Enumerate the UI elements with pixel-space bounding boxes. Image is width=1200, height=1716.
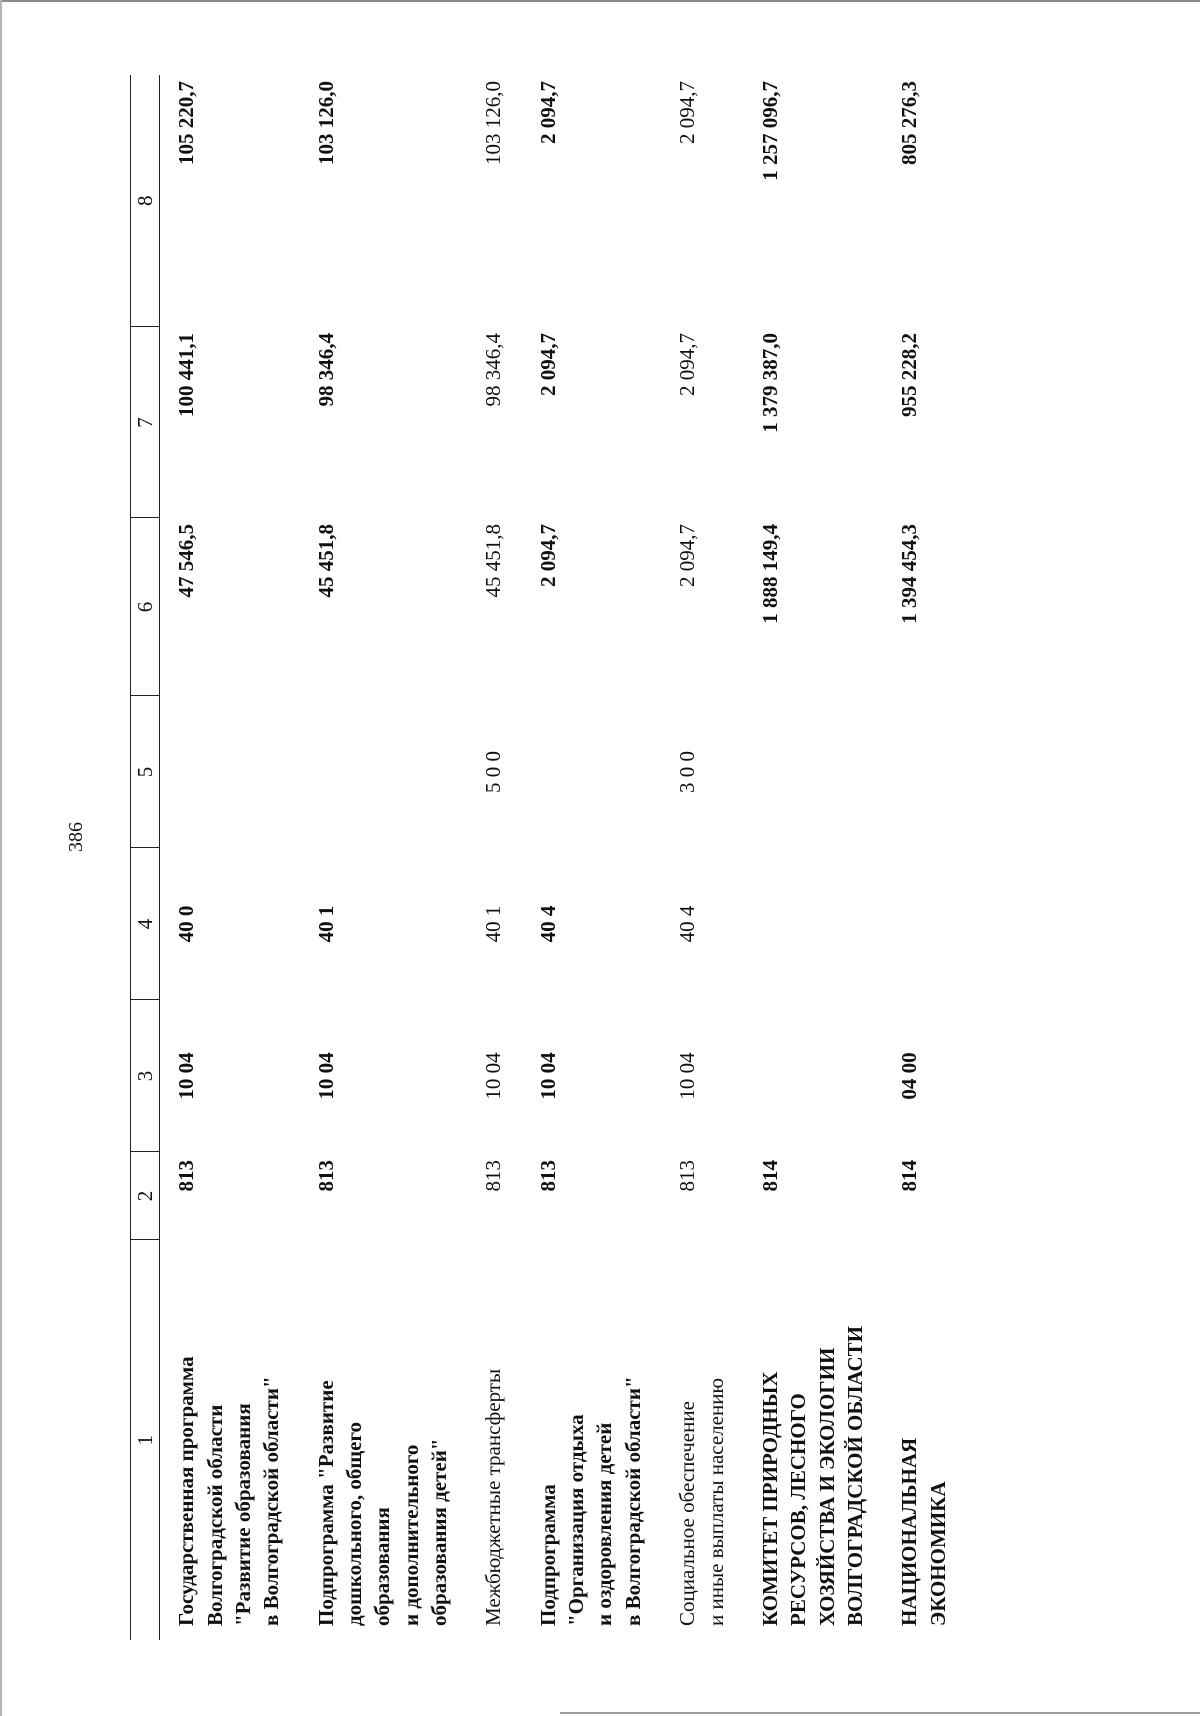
column-header: 5 — [131, 696, 160, 848]
row-amount-cell: 98 346,4 — [313, 333, 338, 407]
row-code-cell: 813 — [313, 1160, 338, 1192]
scan-edge-top — [0, 0, 1200, 2]
column-header: 8 — [131, 75, 160, 327]
row-code-cell: 813 — [481, 1160, 506, 1192]
row-expense-type-cell: 5 0 0 — [481, 751, 506, 793]
row-amount-cell: 1 888 149,4 — [757, 524, 782, 624]
column-header: 7 — [131, 327, 160, 518]
row-name-line: и иные выплаты населению — [703, 1377, 728, 1626]
row-amount-cell: 2 094,7 — [675, 333, 700, 396]
row-amount-cell: 805 276,3 — [897, 81, 922, 165]
row-program-cell: 40 1 — [481, 905, 506, 943]
column-header: 6 — [131, 518, 160, 696]
row-name-line: ЭКОНОМИКА — [925, 1481, 950, 1626]
rotated-table-container — [130, 75, 1090, 1640]
row-amount-cell: 1 257 096,7 — [757, 81, 782, 181]
row-section-cell: 10 04 — [535, 1052, 560, 1100]
row-name-cell — [883, 1240, 966, 1640]
row-name-cell — [160, 1240, 300, 1640]
row-name-cell — [522, 1240, 661, 1640]
row-program-cell: 40 1 — [313, 905, 338, 943]
scan-edge-left — [0, 0, 2, 1716]
table-row — [160, 75, 300, 1640]
row-code-cell: 813 — [675, 1160, 700, 1192]
row-program-cell: 40 4 — [675, 905, 700, 943]
row-name-line: "Организация отдыха — [564, 1414, 589, 1626]
row-code-cell: 814 — [757, 1160, 782, 1192]
row-expense-type-cell — [160, 696, 300, 848]
row-name-line: "Развитие образования — [231, 1403, 256, 1626]
row-expense-type-cell — [522, 696, 661, 848]
column-header: 2 — [131, 1152, 160, 1240]
row-name-cell — [744, 1240, 883, 1640]
table-row — [467, 75, 521, 1640]
row-program-cell: 40 0 — [174, 905, 199, 943]
row-name-cell — [300, 1240, 468, 1640]
row-amount-cell: 105 220,7 — [174, 81, 199, 165]
row-name-line: Межбюджетные трансферты — [481, 1368, 506, 1626]
page-number: 386 — [65, 822, 87, 852]
row-name-line: ВОЛГОГРАДСКОЙ ОБЛАСТИ — [842, 1326, 867, 1626]
scan-edge-bottom — [560, 1712, 1200, 1714]
row-amount-cell: 955 228,2 — [897, 333, 922, 417]
row-amount-cell: 47 546,5 — [174, 524, 199, 598]
row-name-line: Социальное обеспечение — [675, 1401, 700, 1626]
row-name-line: НАЦИОНАЛЬНАЯ — [897, 1437, 922, 1626]
row-amount-cell: 45 451,8 — [313, 524, 338, 598]
row-amount-cell: 103 126,0 — [313, 81, 338, 165]
row-name-line: КОМИТЕТ ПРИРОДНЫХ — [757, 1371, 782, 1626]
row-code-cell: 813 — [174, 1160, 199, 1192]
row-amount-cell: 2 094,7 — [535, 333, 560, 396]
row-expense-type-cell — [300, 696, 468, 848]
row-section-cell: 04 00 — [897, 1052, 922, 1100]
row-name-line: Подпрограмма "Развитие — [313, 1380, 338, 1626]
row-name-line: и оздоровления детей — [592, 1422, 617, 1626]
row-amount-cell: 103 126,0 — [481, 81, 506, 165]
budget-table — [130, 75, 966, 1640]
row-name-line: РЕСУРСОВ, ЛЕСНОГО — [786, 1393, 811, 1626]
row-program-cell: 40 4 — [535, 905, 560, 943]
row-amount-cell: 2 094,7 — [535, 81, 560, 144]
row-name-cell — [661, 1240, 744, 1640]
table-row — [522, 75, 661, 1640]
row-amount-cell: 2 094,7 — [675, 81, 700, 144]
table-header-row — [131, 75, 160, 1640]
column-header: 3 — [131, 1000, 160, 1152]
table-row — [744, 75, 883, 1640]
row-name-line: Государственная программа — [174, 1356, 199, 1626]
row-amount-cell: 100 441,1 — [174, 333, 199, 417]
row-program-cell — [744, 848, 883, 1000]
row-name-line: дошкольного, общего — [342, 1422, 367, 1626]
row-name-line: в Волгоградской области" — [620, 1376, 645, 1626]
row-name-line: образования детей" — [427, 1438, 452, 1626]
row-section-cell: 10 04 — [481, 1052, 506, 1100]
row-name-line: ХОЗЯЙСТВА И ЭКОЛОГИИ — [814, 1347, 839, 1626]
table-row — [300, 75, 468, 1640]
row-amount-cell: 2 094,7 — [535, 524, 560, 587]
row-amount-cell: 1 379 387,0 — [757, 333, 782, 433]
column-header: 4 — [131, 848, 160, 1000]
row-program-cell — [883, 848, 966, 1000]
table-body — [160, 75, 966, 1640]
row-amount-cell: 1 394 454,3 — [897, 524, 922, 624]
row-code-cell: 813 — [535, 1160, 560, 1192]
column-header: 1 — [131, 1240, 160, 1640]
row-name-line: образования — [370, 1507, 395, 1626]
row-expense-type-cell — [744, 696, 883, 848]
row-expense-type-cell: 3 0 0 — [675, 751, 700, 793]
row-expense-type-cell — [883, 696, 966, 848]
row-name-line: Волгоградской области — [202, 1404, 227, 1626]
row-section-cell — [744, 1000, 883, 1152]
row-section-cell: 10 04 — [675, 1052, 700, 1100]
row-name-line: и дополнительного — [398, 1444, 423, 1626]
row-name-cell — [467, 1240, 521, 1640]
row-amount-cell: 98 346,4 — [481, 333, 506, 407]
row-code-cell: 814 — [897, 1160, 922, 1192]
row-name-line: Подпрограмма — [535, 1484, 560, 1626]
row-amount-cell: 45 451,8 — [481, 524, 506, 598]
row-name-line: в Волгоградской области" — [259, 1376, 284, 1626]
row-section-cell: 10 04 — [313, 1052, 338, 1100]
row-amount-cell: 2 094,7 — [675, 524, 700, 587]
table-row — [883, 75, 966, 1640]
table-row — [661, 75, 744, 1640]
row-section-cell: 10 04 — [174, 1052, 199, 1100]
